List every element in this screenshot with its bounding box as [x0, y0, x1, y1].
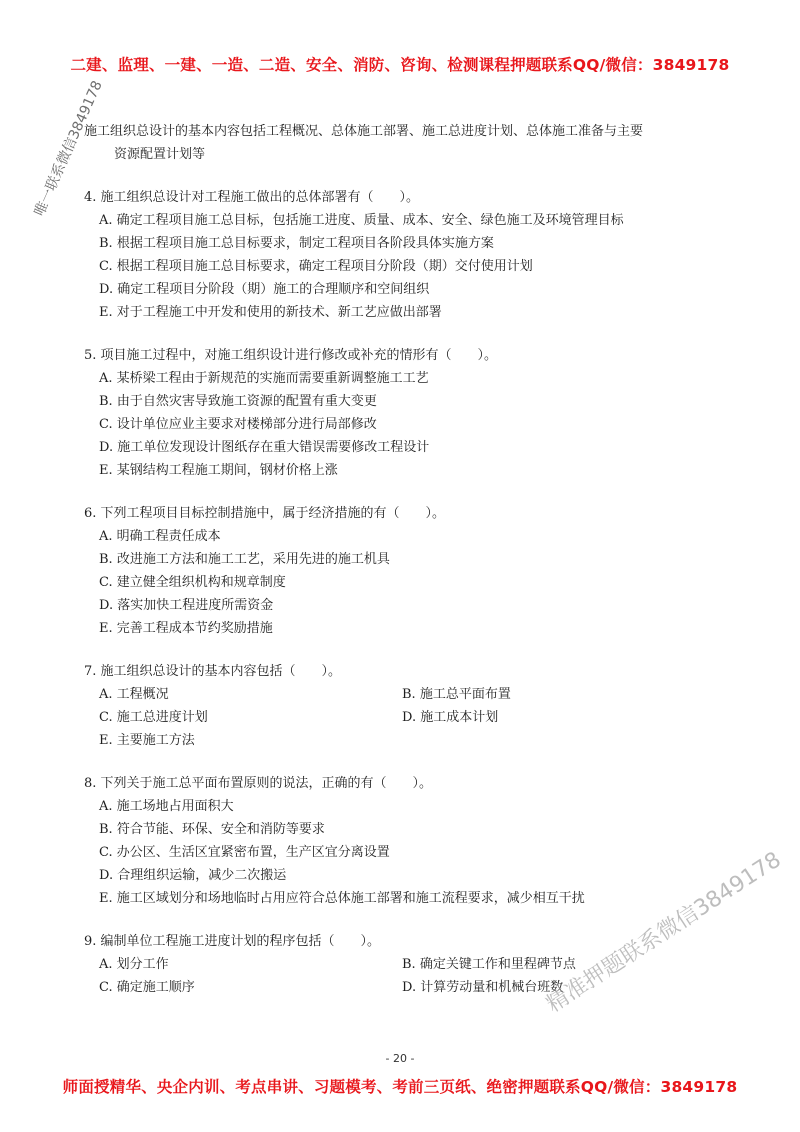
option-a: A. 某桥梁工程由于新规范的实施而需要重新调整施工工艺 [99, 371, 429, 386]
option-b: B. 符合节能、环保、安全和消防等要求 [99, 822, 325, 837]
diagonal-watermark-right: 精准押题联系微信3849178 [542, 847, 786, 1018]
option-a: A. 明确工程责任成本 [99, 529, 221, 544]
question-7 [84, 660, 734, 752]
option-b: B. 改进施工方法和施工工艺，采用先进的施工机具 [99, 552, 390, 567]
question-8 [84, 772, 734, 910]
option-d: D. 施工成本计划 [402, 710, 499, 725]
option-d: D. 落实加快工程进度所需资金 [99, 598, 274, 613]
option-b: B. 确定关键工作和里程碑节点 [402, 957, 576, 972]
option-c: C. 建立健全组织机构和规章制度 [99, 575, 286, 590]
option-c: C. 确定施工顺序 [99, 980, 195, 995]
question-4 [84, 186, 734, 324]
option-d: D. 计算劳动量和机械台班数 [402, 980, 564, 995]
option-c: C. 设计单位应业主要求对楼梯部分进行局部修改 [99, 417, 377, 432]
option-c: C. 办公区、生活区宜紧密布置，生产区宜分离设置 [99, 845, 390, 860]
option-e: E. 某钢结构工程施工期间，钢材价格上涨 [99, 463, 338, 478]
option-d: D. 确定工程项目分阶段（期）施工的合理顺序和空间组织 [99, 282, 430, 297]
option-row [84, 683, 734, 706]
page-number: - 20 - [385, 1052, 415, 1065]
lead-paragraph [84, 120, 734, 166]
question-stem: 6. 下列工程项目目标控制措施中，属于经济措施的有（ ）。 [84, 506, 446, 521]
question-stem: 8. 下列关于施工总平面布置原则的说法，正确的有（ ）。 [84, 776, 433, 791]
question-5 [84, 344, 734, 482]
option-c: C. 根据工程项目施工总目标要求，确定工程项目分阶段（期）交付使用计划 [99, 259, 533, 274]
option-e: E. 主要施工方法 [99, 733, 195, 748]
option-row [84, 706, 734, 729]
option-b: B. 由于自然灾害导致施工资源的配置有重大变更 [99, 394, 377, 409]
option-b: B. 施工总平面布置 [402, 687, 511, 702]
question-stem: 9. 编制单位工程施工进度计划的程序包括（ ）。 [84, 934, 381, 949]
option-c: C. 施工总进度计划 [99, 710, 208, 725]
option-d: D. 合理组织运输，减少二次搬运 [99, 868, 287, 883]
option-row [84, 976, 734, 999]
option-e: E. 对于工程施工中开发和使用的新技术、新工艺应做出部署 [99, 305, 442, 320]
option-b: B. 根据工程项目施工总目标要求，制定工程项目各阶段具体实施方案 [99, 236, 494, 251]
option-a: A. 确定工程项目施工总目标，包括施工进度、质量、成本、安全、绿色施工及环境管理目标 [99, 213, 624, 228]
question-stem: 4. 施工组织总设计对工程施工做出的总体部署有（ ）。 [84, 190, 420, 205]
diagonal-watermark-top: 唯一联系微信3849178 [31, 78, 106, 219]
question-6 [84, 502, 734, 640]
top-promo-banner: 二建、监理、一建、一造、二造、安全、消防、咨询、检测课程押题联系QQ/微信：3849178 [70, 56, 730, 74]
question-stem: 7. 施工组织总设计的基本内容包括（ ）。 [84, 664, 342, 679]
option-e: E. 施工区域划分和场地临时占用应符合总体施工部署和施工流程要求，减少相互干扰 [99, 891, 585, 906]
option-a: A. 工程概况 [99, 687, 169, 702]
option-a: A. 划分工作 [99, 957, 169, 972]
document-body [84, 120, 734, 999]
lead-line-2: 资源配置计划等 [114, 147, 206, 162]
option-d: D. 施工单位发现设计图纸存在重大错误需要修改工程设计 [99, 440, 430, 455]
option-a: A. 施工场地占用面积大 [99, 799, 234, 814]
bottom-promo-banner: 师面授精华、央企内训、考点串讲、习题模考、考前三页纸、绝密押题联系QQ/微信：3849178 [62, 1078, 738, 1096]
lead-line-1: 施工组织总设计的基本内容包括工程概况、总体施工部署、施工总进度计划、总体施工准备与主要 [84, 124, 644, 139]
question-stem: 5. 项目施工过程中，对施工组织设计进行修改或补充的情形有（ ）。 [84, 348, 498, 363]
option-e: E. 完善工程成本节约奖励措施 [99, 621, 273, 636]
